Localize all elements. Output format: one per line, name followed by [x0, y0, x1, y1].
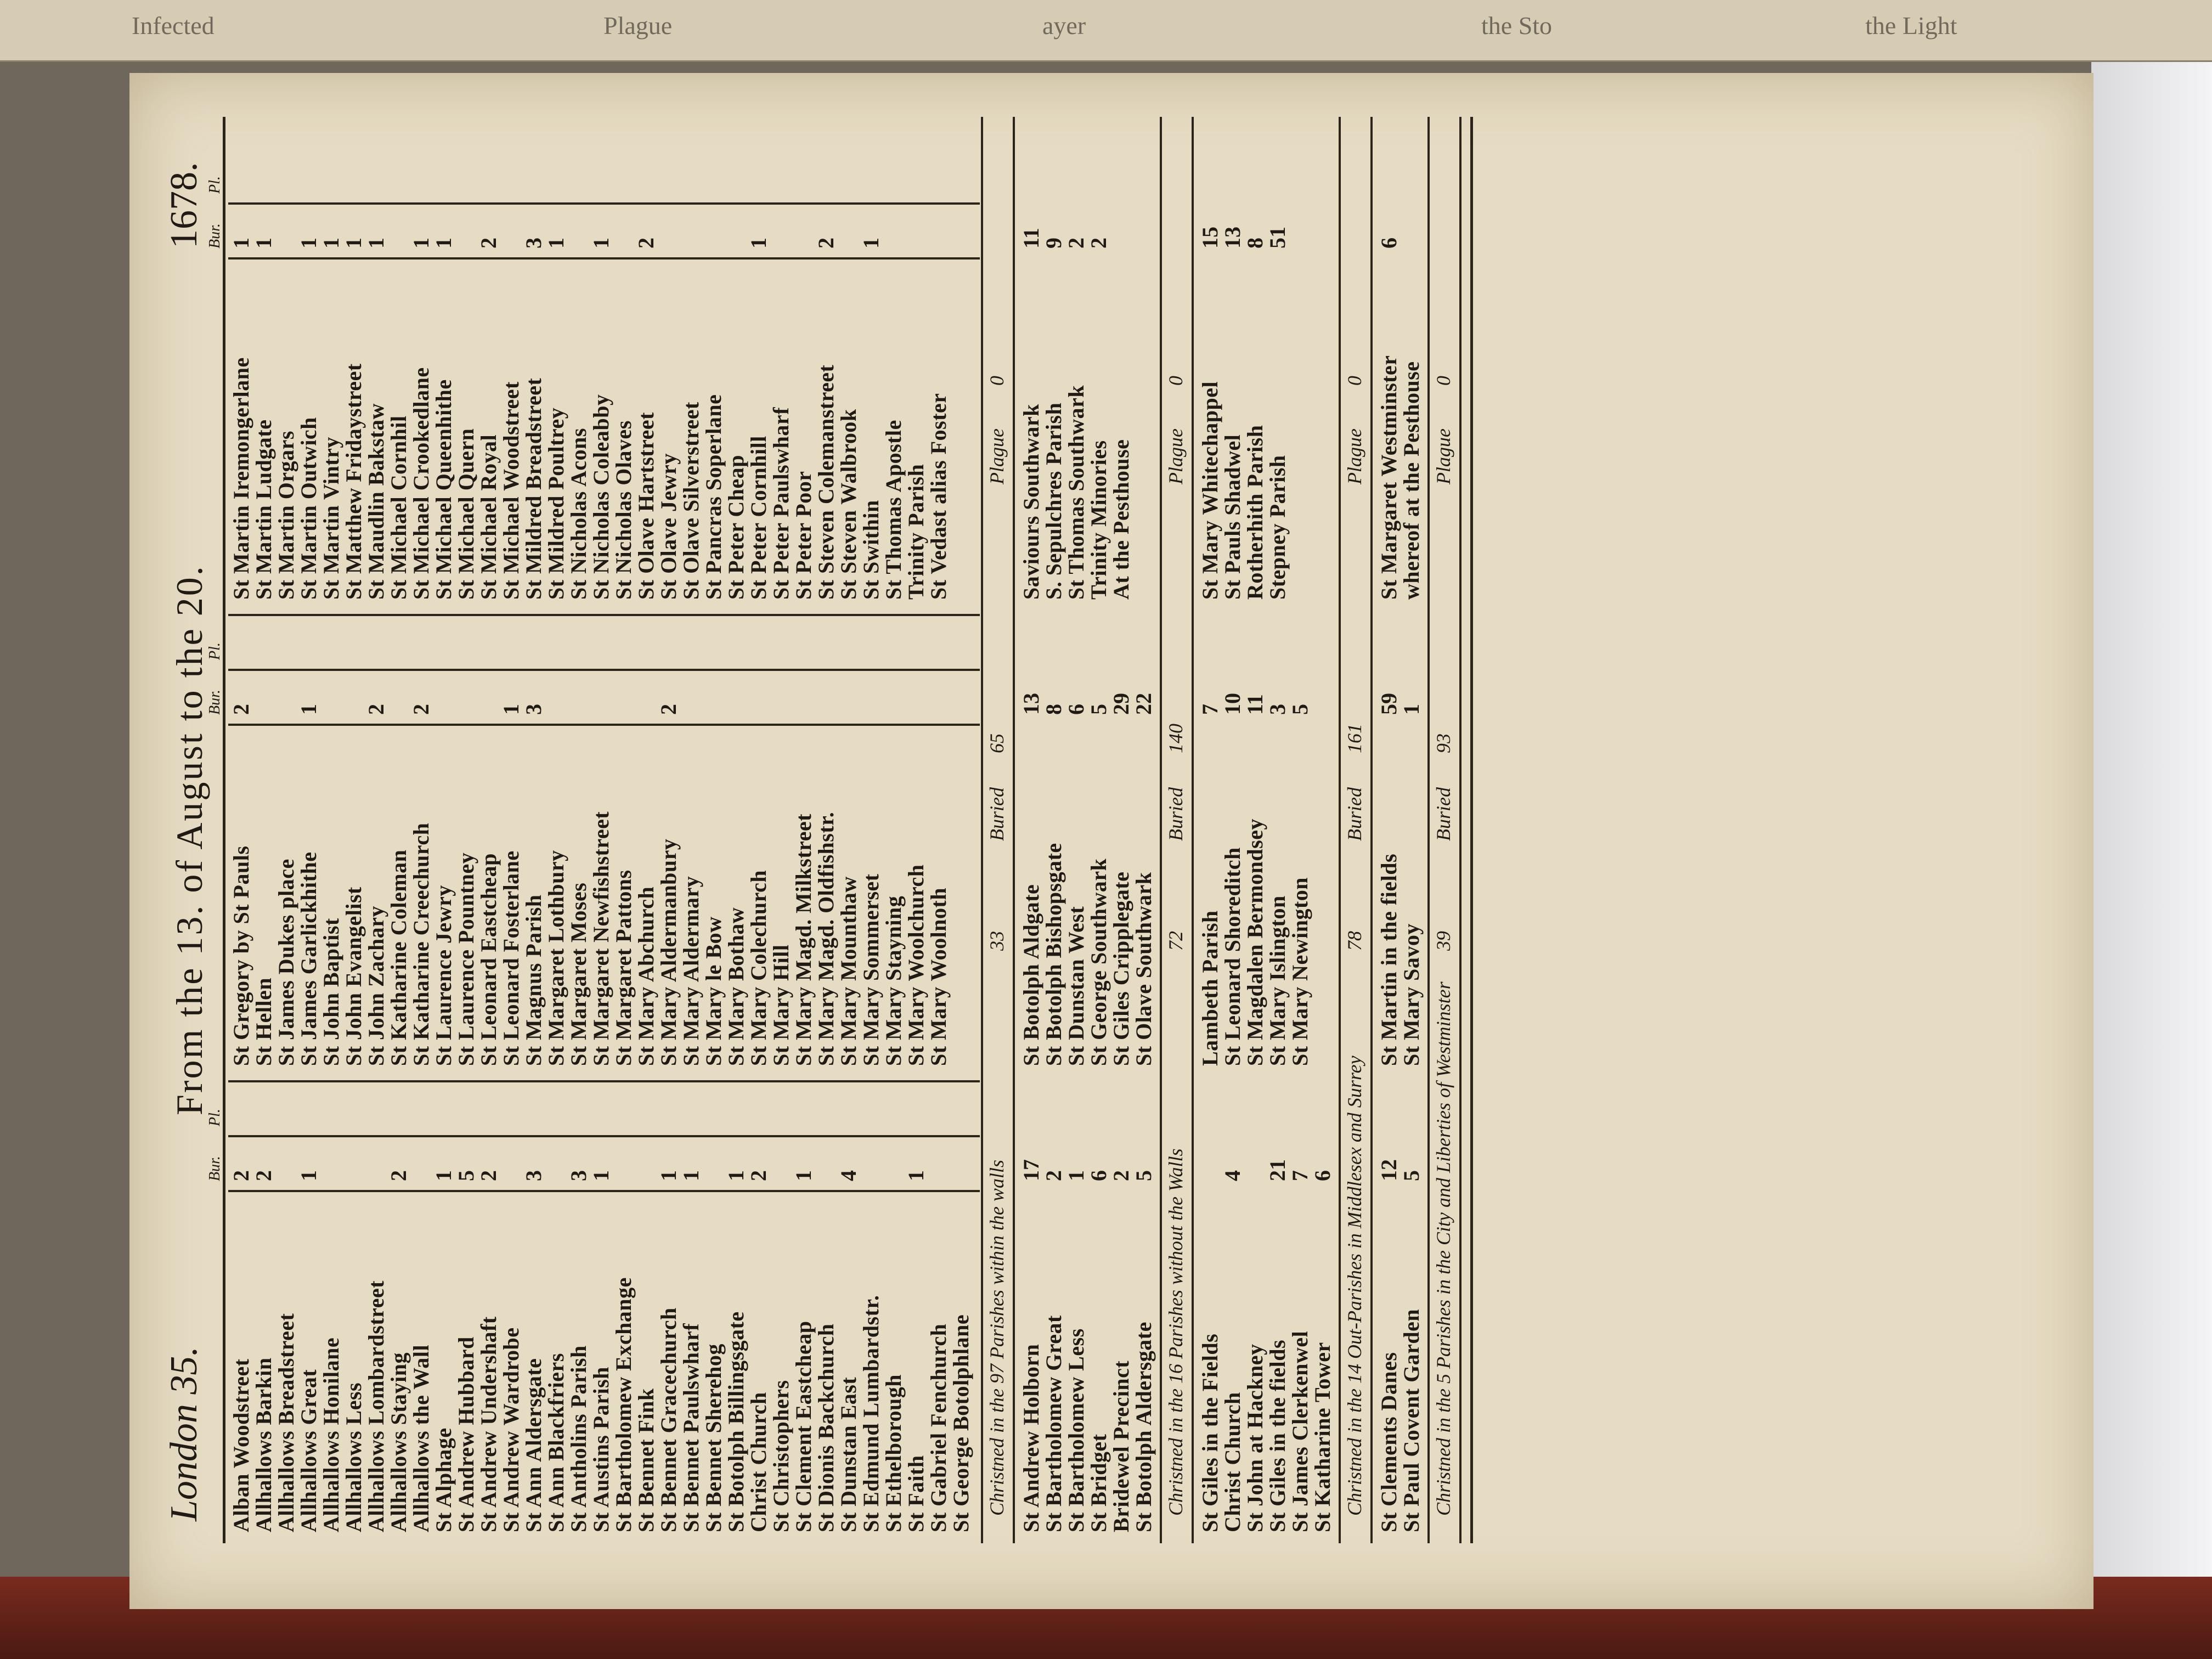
middlesex-burial-count: 5 — [1288, 704, 1312, 715]
without-walls-burial-count: 9 — [1041, 238, 1066, 249]
column-divider — [228, 1135, 980, 1137]
burial-count: 2 — [251, 1170, 276, 1181]
parish-name: St Bennet Paulswharf — [679, 1323, 703, 1532]
parish-name: St Mary Aldermary — [679, 876, 703, 1066]
middlesex-burial-count: 4 — [1220, 1170, 1245, 1181]
without-walls-parish-name: St Giles Cripplegate — [1109, 871, 1133, 1066]
page-year: 1678. — [163, 162, 205, 249]
parish-name: St Mary Woolnoth — [926, 887, 951, 1066]
facing-page-fragment: Infected — [132, 12, 215, 40]
burial-count: 3 — [566, 1170, 591, 1181]
without-walls-parish-name: S. Sepulchres Parish — [1041, 402, 1066, 600]
westminster-parish-name: St Martin in the fields — [1376, 853, 1401, 1066]
summary-without-walls-plague-label: Plague — [1165, 428, 1187, 484]
middlesex-burial-count: 7 — [1198, 704, 1222, 715]
parish-name: Trinity Parish — [904, 464, 928, 600]
middlesex-parish-name: Stepney Parish — [1265, 455, 1290, 600]
middlesex-parish-name: St Leonard Shoreditch — [1220, 847, 1245, 1066]
burial-count: 2 — [476, 1170, 501, 1181]
burial-count: 5 — [454, 1170, 478, 1181]
without-walls-burial-count: 17 — [1019, 1159, 1043, 1181]
rule-line — [981, 117, 983, 1543]
summary-out-parishes-christned: 78 — [1344, 931, 1365, 951]
without-walls-parish-name: Bridewel Precinct — [1109, 1360, 1133, 1532]
burial-count: 1 — [296, 704, 321, 715]
parish-name: St Christophers — [769, 1380, 793, 1532]
parish-name: St Martin Vintry — [319, 437, 343, 600]
middlesex-parish-name: Lambeth Parish — [1198, 910, 1222, 1066]
middlesex-parish-name: St Mary Whitechappel — [1198, 381, 1222, 600]
burial-count: 1 — [431, 238, 456, 249]
without-walls-parish-name: St Botolph Aldgate — [1019, 884, 1043, 1066]
westminster-burial-count: 12 — [1376, 1159, 1401, 1181]
column-divider — [228, 1190, 980, 1192]
burial-count: 1 — [589, 1170, 613, 1181]
middlesex-parish-name: St Pauls Shadwel — [1220, 434, 1245, 600]
westminster-burial-count: 5 — [1399, 1170, 1424, 1181]
column-divider — [228, 202, 980, 205]
parish-name: St Leonard Fosterlane — [499, 850, 523, 1066]
page-paper — [129, 73, 2094, 1609]
parish-name: St Ethelborough — [881, 1374, 906, 1532]
parish-name: St Katharine Creechurch — [409, 822, 433, 1066]
burial-count: 1 — [364, 238, 388, 249]
summary-out-parishes-text: Christned in the 14 Out-Parishes in Middlesex and Surrey — [1344, 1056, 1365, 1516]
without-walls-parish-name: Saviours Southwark — [1019, 404, 1043, 600]
burial-count: 2 — [229, 1170, 253, 1181]
middlesex-parish-name: St Katharine Tower — [1310, 1342, 1335, 1532]
column-divider — [228, 669, 980, 671]
facing-page-fragment: ayer — [1042, 12, 1086, 40]
without-walls-burial-count: 2 — [1086, 238, 1111, 249]
parish-name: St Mary Mounthaw — [836, 876, 861, 1066]
parish-name: St Magnus Parish — [521, 894, 546, 1066]
page-number: London 35. — [163, 1346, 205, 1521]
facing-page-fragment: Plague — [603, 12, 673, 40]
parish-name: St Mary Stayning — [881, 895, 906, 1066]
parish-name: St Mary Magd. Oldfishstr. — [814, 811, 838, 1066]
without-walls-parish-name: St Olave Southwark — [1131, 872, 1156, 1066]
column-divider — [228, 724, 980, 726]
parish-name: St Vedast alias Foster — [926, 393, 951, 600]
summary-without-walls-plague: 0 — [1165, 376, 1187, 386]
parish-name: St John Evangelist — [341, 887, 366, 1066]
column-header-pl: Pl. — [206, 642, 223, 660]
rule-line — [1470, 117, 1473, 1543]
parish-name: St Michael Royal — [476, 434, 501, 600]
parish-name: St Peter Paulswharf — [769, 407, 793, 600]
parish-name: St Nicholas Olaves — [611, 420, 636, 600]
burial-count: 1 — [589, 238, 613, 249]
parish-name: St Margaret Lothbury — [544, 850, 568, 1066]
parish-name: St Clement Eastcheap — [791, 1321, 816, 1532]
rule-line — [223, 117, 225, 1543]
without-walls-parish-name: St Bartholomew Great — [1041, 1315, 1066, 1532]
summary-out-parishes-plague-label: Plague — [1344, 428, 1365, 484]
column-header-pl: Pl. — [206, 1109, 223, 1126]
without-walls-burial-count: 5 — [1131, 1170, 1156, 1181]
summary-without-walls-buried: 140 — [1165, 724, 1187, 753]
burial-count: 1 — [724, 1170, 748, 1181]
rule-line — [1459, 117, 1462, 1543]
summary-within-walls-buried-label: Buried — [986, 787, 1008, 841]
facing-page-fragment: the Light — [1865, 12, 1957, 40]
middlesex-parish-name: St Giles in the fields — [1265, 1339, 1290, 1532]
rule-line — [1192, 117, 1194, 1543]
without-walls-burial-count: 22 — [1131, 693, 1156, 715]
parish-name: St Laurence Jewry — [431, 885, 456, 1066]
burial-count: 1 — [229, 238, 253, 249]
parish-name: St Mary Colechurch — [746, 870, 771, 1066]
parish-name: St Hellen — [251, 977, 276, 1066]
parish-name: St Martin Iremongerlane — [229, 357, 253, 600]
parish-name: Allhallows Breadstreet — [274, 1313, 298, 1532]
without-walls-burial-count: 13 — [1019, 693, 1043, 715]
parish-name: St Peter Cornhill — [746, 436, 771, 600]
burial-count: 1 — [341, 238, 366, 249]
burial-count: 4 — [836, 1170, 861, 1181]
summary-within-walls-buried: 65 — [986, 733, 1008, 753]
without-walls-burial-count: 6 — [1064, 704, 1088, 715]
summary-without-walls-buried-label: Buried — [1165, 787, 1187, 841]
westminster-burial-count: 6 — [1376, 238, 1401, 249]
westminster-burial-count: 1 — [1399, 704, 1424, 715]
parish-name: St Margaret Newfishstreet — [589, 811, 613, 1066]
summary-within-walls-text: Christned in the 97 Parishes within the walls — [986, 1159, 1008, 1516]
burial-count: 1 — [859, 238, 883, 249]
middlesex-parish-name: St James Clerkenwel — [1288, 1330, 1312, 1532]
parish-name: St Martin Outwich — [296, 417, 321, 600]
column-header-bur: Bur. — [206, 1156, 223, 1181]
summary-westminster-buried: 93 — [1432, 733, 1454, 753]
middlesex-burial-count: 7 — [1288, 1170, 1312, 1181]
westminster-parish-name: St Margaret Westminster — [1376, 355, 1401, 600]
parish-name: St Edmund Lumbardstr. — [859, 1295, 883, 1532]
parish-name: St Peter Poor — [791, 471, 816, 600]
burial-count: 2 — [409, 704, 433, 715]
middlesex-parish-name: St Mary Islington — [1265, 895, 1290, 1066]
parish-name: St John Zachary — [364, 906, 388, 1066]
parish-name: St Mary Sommerset — [859, 873, 883, 1066]
parish-name: St Michael Crookedlane — [409, 367, 433, 600]
parish-name: Allhallows the Wall — [409, 1344, 433, 1532]
rule-line — [1339, 117, 1341, 1543]
parish-name: St Bennet Fink — [634, 1388, 658, 1532]
burial-count: 1 — [791, 1170, 816, 1181]
parish-name: St Thomas Apostle — [881, 420, 906, 600]
burial-count: 2 — [634, 238, 658, 249]
burial-count: 3 — [521, 704, 546, 715]
middlesex-parish-name: St Giles in the Fields — [1198, 1333, 1222, 1532]
parish-name: St Steven Walbrook — [836, 409, 861, 600]
parish-name: St Bennet Gracechurch — [656, 1307, 681, 1532]
parish-name: St Bartholomew Exchange — [611, 1277, 636, 1532]
without-walls-parish-name: St Botolph Aldersgate — [1131, 1322, 1156, 1532]
burial-count: 3 — [521, 238, 546, 249]
middlesex-parish-name: St John at Hackney — [1243, 1344, 1267, 1532]
parish-name: St Margaret Moses — [566, 882, 591, 1066]
burial-count: 1 — [746, 238, 771, 249]
parish-name: St George Botolphlane — [949, 1314, 973, 1532]
parish-name: St Andrew Hubbard — [454, 1336, 478, 1532]
burial-count: 2 — [814, 238, 838, 249]
parish-name: St Peter Cheap — [724, 455, 748, 600]
column-header-bur: Bur. — [206, 223, 223, 249]
parish-name: St Mildred Breadstreet — [521, 377, 546, 600]
parish-name: Allhallows Barkin — [251, 1357, 276, 1532]
westminster-burial-count: 59 — [1376, 693, 1401, 715]
summary-out-parishes-buried-label: Buried — [1344, 787, 1365, 841]
parish-name: St Leonard Eastcheap — [476, 853, 501, 1066]
parish-name: St Mary Bothaw — [724, 907, 748, 1066]
parish-name: St Katharine Coleman — [386, 849, 411, 1066]
parish-name: St Gabriel Fenchurch — [926, 1323, 951, 1532]
column-divider — [228, 257, 980, 259]
parish-name: St Alphage — [431, 1427, 456, 1532]
column-header-pl: Pl. — [206, 176, 223, 194]
parish-name: St Antholins Parish — [566, 1345, 591, 1532]
parish-name: St Mary Hill — [769, 944, 793, 1066]
westminster-parish-name: whereof at the Pesthouse — [1399, 361, 1424, 600]
parish-name: St Olave Silverstreet — [679, 402, 703, 600]
summary-out-parishes-buried: 161 — [1344, 724, 1365, 753]
parish-name: St Pancras Soperlane — [701, 394, 726, 600]
parish-name: St Mary Abchurch — [634, 886, 658, 1066]
burial-count: 1 — [679, 1170, 703, 1181]
parish-name: St Andrew Undershaft — [476, 1316, 501, 1532]
parish-name: St John Baptist — [319, 918, 343, 1066]
middlesex-burial-count: 3 — [1265, 704, 1290, 715]
without-walls-burial-count: 29 — [1109, 693, 1133, 715]
parish-name: St Nicholas Coleabby — [589, 394, 613, 600]
page-title: From the 13. of August to the 20. — [168, 565, 210, 1115]
burial-count: 1 — [904, 1170, 928, 1181]
westminster-parish-name: St Mary Savoy — [1399, 923, 1424, 1066]
without-walls-parish-name: At the Pesthouse — [1109, 439, 1133, 600]
parish-name: St Ann Blackfriers — [544, 1353, 568, 1532]
middlesex-burial-count: 10 — [1220, 693, 1245, 715]
parish-name: St Michael Queenhithe — [431, 379, 456, 600]
without-walls-burial-count: 2 — [1109, 1170, 1133, 1181]
summary-without-walls-text: Christned in the 16 Parishes without the Walls — [1165, 1148, 1187, 1516]
parish-name: St Maudlin Bakstaw — [364, 403, 388, 600]
without-walls-parish-name: St Thomas Southwark — [1064, 385, 1088, 600]
burial-count: 2 — [364, 704, 388, 715]
westminster-parish-name: St Paul Covent Garden — [1399, 1308, 1424, 1532]
summary-within-walls-plague-label: Plague — [986, 428, 1008, 484]
without-walls-burial-count: 2 — [1064, 238, 1088, 249]
parish-name: Alban Woodstreet — [229, 1358, 253, 1532]
burial-count: 3 — [521, 1170, 546, 1181]
burial-count: 2 — [746, 1170, 771, 1181]
without-walls-burial-count: 8 — [1041, 704, 1066, 715]
burial-count: 1 — [296, 1170, 321, 1181]
burial-count: 1 — [656, 1170, 681, 1181]
parish-name: St James Garlickhithe — [296, 851, 321, 1066]
parish-name: St Andrew Wardrobe — [499, 1327, 523, 1532]
parish-name: St Mildred Poultrey — [544, 407, 568, 600]
burial-count: 1 — [431, 1170, 456, 1181]
without-walls-parish-name: St Bridget — [1086, 1434, 1111, 1532]
parish-name: Christ Church — [746, 1392, 771, 1532]
parish-name: Allhallows Less — [341, 1382, 366, 1532]
parish-name: St Steven Colemanstreet — [814, 364, 838, 600]
rule-line — [1013, 117, 1015, 1543]
parish-name: St Mary Woolchurch — [904, 864, 928, 1066]
parish-name: St Nicholas Acons — [566, 428, 591, 600]
without-walls-parish-name: St Bartholomew Less — [1064, 1328, 1088, 1532]
summary-within-walls-plague: 0 — [986, 376, 1008, 386]
parish-name: St Bennet Sherehog — [701, 1344, 726, 1532]
facing-page-fragment: the Sto — [1481, 12, 1553, 40]
summary-out-parishes-plague: 0 — [1344, 376, 1365, 386]
column-header-bur: Bur. — [206, 690, 223, 715]
parish-name: Allhallows Honilane — [319, 1337, 343, 1532]
summary-westminster-buried-label: Buried — [1432, 787, 1454, 841]
without-walls-burial-count: 2 — [1041, 1170, 1066, 1181]
burial-count: 2 — [386, 1170, 411, 1181]
middlesex-burial-count: 11 — [1243, 694, 1267, 715]
without-walls-burial-count: 11 — [1019, 228, 1043, 249]
parish-name: St Dionis Backchurch — [814, 1323, 838, 1532]
burial-count: 1 — [409, 238, 433, 249]
bill-of-mortality-page — [129, 73, 2094, 1609]
parish-name: St Mary le Bow — [701, 916, 726, 1066]
parish-name: St Austins Parish — [589, 1367, 613, 1532]
summary-within-walls-christned: 33 — [986, 931, 1008, 951]
middlesex-parish-name: St Mary Newington — [1288, 877, 1312, 1066]
summary-westminster-christned: 39 — [1432, 931, 1454, 951]
parish-name: St Matthew Fridaystreet — [341, 363, 366, 600]
parish-name: St Michael Woodstreet — [499, 381, 523, 600]
parish-name: St Swithin — [859, 500, 883, 600]
column-divider — [228, 1080, 980, 1082]
parish-name: St Ann Aldersgate — [521, 1358, 546, 1532]
rule-line — [1160, 117, 1162, 1543]
burial-count: 2 — [656, 704, 681, 715]
parish-name: St Michael Quern — [454, 428, 478, 600]
column-divider — [228, 614, 980, 616]
background-cloth — [2091, 0, 2212, 1659]
parish-name: Allhallows Great — [296, 1369, 321, 1532]
middlesex-burial-count: 15 — [1198, 227, 1222, 249]
middlesex-burial-count: 21 — [1265, 1159, 1290, 1181]
summary-westminster-text: Christned in the 5 Parishes in the City and Liberties of Westminster — [1432, 981, 1454, 1516]
without-walls-parish-name: Trinity Minories — [1086, 440, 1111, 600]
westminster-parish-name: St Clements Danes — [1376, 1352, 1401, 1532]
without-walls-parish-name: St George Southwark — [1086, 858, 1111, 1066]
summary-westminster-plague: 0 — [1432, 376, 1454, 386]
parish-name: St Faith — [904, 1455, 928, 1532]
summary-westminster-plague-label: Plague — [1432, 428, 1454, 484]
middlesex-parish-name: Rotherhith Parish — [1243, 425, 1267, 600]
parish-name: St Martin Ludgate — [251, 419, 276, 600]
summary-without-walls-christned: 72 — [1165, 931, 1187, 951]
burial-count: 1 — [296, 238, 321, 249]
without-walls-burial-count: 1 — [1064, 1170, 1088, 1181]
burial-count: 2 — [229, 704, 253, 715]
parish-name: St Laurence Pountney — [454, 852, 478, 1066]
parish-name: St Martin Orgars — [274, 431, 298, 600]
parish-name: St Botolph Billingsgate — [724, 1311, 748, 1532]
parish-name: St Mary Aldermanbury — [656, 838, 681, 1066]
parish-name: Allhallows Staying — [386, 1352, 411, 1532]
parish-name: St Margaret Pattons — [611, 870, 636, 1066]
parish-name: St Michael Cornhil — [386, 415, 411, 600]
rule-line — [1427, 117, 1430, 1543]
middlesex-parish-name: St Magdalen Bermondsey — [1243, 819, 1267, 1066]
without-walls-parish-name: St Botolph Bishopsgate — [1041, 843, 1066, 1066]
parish-name: St Gregory by St Pauls — [229, 845, 253, 1066]
parish-name: Allhallows Lombardstreet — [364, 1280, 388, 1532]
parish-name: St Dunstan East — [836, 1376, 861, 1532]
burial-count: 1 — [499, 704, 523, 715]
without-walls-parish-name: St Andrew Holborn — [1019, 1344, 1043, 1532]
without-walls-burial-count: 6 — [1086, 1170, 1111, 1181]
burial-count: 1 — [251, 238, 276, 249]
facing-page-strip — [0, 0, 2212, 62]
middlesex-burial-count: 6 — [1310, 1170, 1335, 1181]
parish-name: St Mary Magd. Milkstreet — [791, 813, 816, 1066]
middlesex-burial-count: 13 — [1220, 227, 1245, 249]
burial-count: 1 — [544, 238, 568, 249]
parish-name: St James Dukes place — [274, 859, 298, 1066]
middlesex-burial-count: 51 — [1265, 227, 1290, 249]
without-walls-burial-count: 5 — [1086, 704, 1111, 715]
burial-count: 2 — [476, 238, 501, 249]
parish-name: St Olave Hartstreet — [634, 412, 658, 600]
burial-count: 1 — [319, 238, 343, 249]
middlesex-burial-count: 8 — [1243, 238, 1267, 249]
parish-name: St Olave Jewry — [656, 453, 681, 600]
middlesex-parish-name: Christ Church — [1220, 1392, 1245, 1532]
rule-line — [1370, 117, 1373, 1543]
without-walls-parish-name: St Dunstan West — [1064, 906, 1088, 1066]
